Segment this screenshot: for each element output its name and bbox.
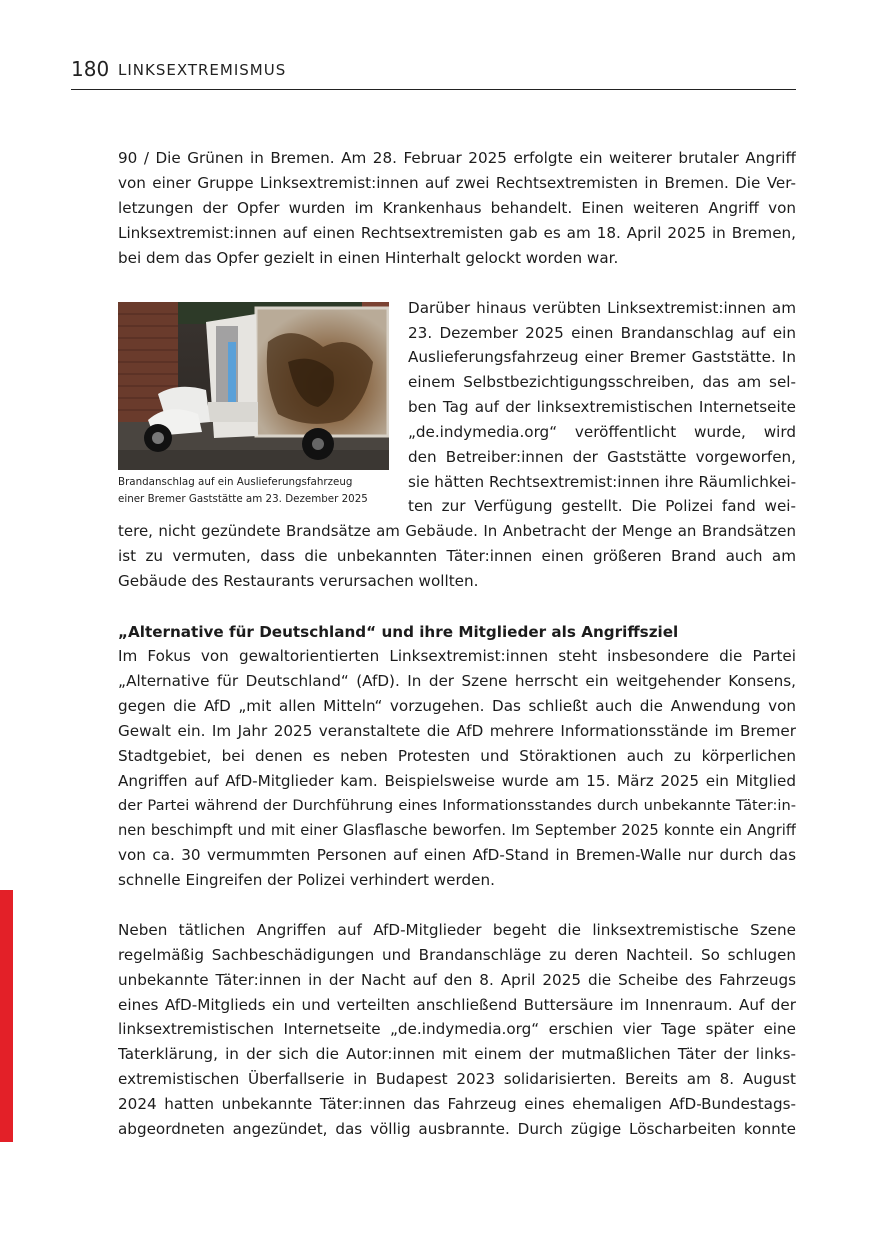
image-caption-line: Brandanschlag auf ein Auslieferungsfahrzeug	[118, 476, 353, 488]
paragraph-3-line: Im Fokus von gewaltorientierten Linksextremist:innen steht insbesondere die Partei	[118, 647, 796, 665]
paragraph-4-line: linksextremistischen Internetseite „de.indymedia.org“ erschien vier Tage später eine	[118, 1020, 796, 1038]
chapter-margin-marker	[0, 890, 13, 1142]
paragraph-2-line: 23. Dezember 2025 einen Brandanschlag auf ein	[408, 324, 796, 342]
running-header	[71, 56, 796, 90]
paragraph-3-line: nen beschimpft und mit einer Glasflasche beworfen. Im September 2025 konnte ein Angriff	[118, 822, 796, 839]
page-number: 180	[71, 57, 110, 81]
paragraph-3-line: schnelle Eingreifen der Polizei verhindert werden.	[118, 871, 495, 889]
paragraph-3-line: der Partei während der Durchführung eines Informationsstandes durch unbekannte Täter:in-	[118, 797, 796, 814]
paragraph-2-line: ben Tag auf der linksextremistischen Internetseite	[408, 398, 796, 416]
paragraph-2-line: Darüber hinaus verübten Linksextremist:innen am	[408, 299, 796, 317]
paragraph-4-line: abgeordneten angezündet, das völlig ausbrannte. Durch zügige Löscharbeiten konnte	[118, 1120, 796, 1138]
paragraph-4-line: extremistischen Überfallserie in Budapest 2023 solidarisierten. Bereits am 8. August	[118, 1070, 796, 1088]
section-heading: „Alternative für Deutschland“ und ihre Mitglieder als Angriffsziel	[118, 623, 679, 641]
paragraph-4-line: Neben tätlichen Angriffen auf AfD-Mitglieder begeht die linksextremistische Szene	[118, 921, 796, 939]
paragraph-1-line: 90 / Die Grünen in Bremen. Am 28. Februar 2025 erfolgte ein weiterer brutaler Angriff	[118, 149, 796, 167]
paragraph-1-line: bei dem das Opfer gezielt in einen Hinterhalt gelockt worden war.	[118, 249, 619, 267]
paragraph-3-line: Gewalt ein. Im Jahr 2025 veranstaltete die AfD mehrere Informationsstände im Bremer	[118, 722, 796, 740]
paragraph-1-line: Linksextremist:innen auf einen Rechtsextremisten gab es am 18. April 2025 in Bremen,	[118, 224, 796, 242]
paragraph-4-line: unbekannte Täter:innen in der Nacht auf den 8. April 2025 die Scheibe des Fahrzeugs	[118, 971, 796, 989]
paragraph-2-line: ist zu vermuten, dass die unbekannten Täter:innen einen größeren Brand auch am	[118, 547, 796, 565]
paragraph-1-line: von einer Gruppe Linksextremist:innen auf zwei Rechtsextremisten in Bremen. Die Ver-	[118, 174, 796, 192]
paragraph-2-line: sie hätten Rechtsextremist:innen ihre Räumlichkei-	[408, 473, 796, 491]
paragraph-4-line: eines AfD-Mitglieds ein und verteilten anschließend Buttersäure im Innenraum. Auf der	[118, 996, 796, 1014]
paragraph-2-line: Gebäude des Restaurants verursachen wollten.	[118, 572, 479, 590]
paragraph-2-line: den Betreiber:innen der Gaststätte vorgeworfen,	[408, 448, 796, 466]
paragraph-3-line: gegen die AfD „mit allen Mitteln“ vorzugehen. Das schließt auch die Anwendung von	[118, 697, 796, 715]
paragraph-2-line: Auslieferungsfahrzeug einer Bremer Gaststätte. In	[408, 348, 796, 366]
paragraph-2-line: „de.indymedia.org“ veröffentlicht wurde, wird	[408, 423, 796, 441]
paragraph-2-line: tere, nicht gezündete Brandsätze am Gebäude. In Anbetracht der Menge an Brandsätzen	[118, 522, 796, 540]
paragraph-3-line: Angriffen auf AfD-Mitglieder kam. Beispielsweise wurde am 15. März 2025 ein Mitglied	[118, 772, 796, 790]
paragraph-3-line: „Alternative für Deutschland“ (AfD). In der Szene herrscht ein weitgehender Konsens,	[118, 672, 796, 690]
paragraph-3-line: Stadtgebiet, bei denen es neben Protesten und Störaktionen auch zu körperlichen	[118, 747, 796, 765]
running-title: LINKSEXTREMISMUS	[118, 61, 287, 79]
paragraph-2-line: einem Selbstbezichtigungsschreiben, das am sel-	[408, 373, 796, 391]
image-caption-line: einer Bremer Gaststätte am 23. Dezember 2025	[118, 493, 368, 505]
paragraph-4-line: regelmäßig Sachbeschädigungen und Brandanschläge zu deren Nachteil. So schlugen	[118, 946, 796, 964]
burnt-delivery-vehicle-photo	[118, 302, 389, 470]
paragraph-2-line: ten zur Verfügung gestellt. Die Polizei fand wei-	[408, 497, 796, 515]
paragraph-4-line: Taterklärung, in der sich die Autor:innen mit einem der mutmaßlichen Täter der links-	[118, 1045, 796, 1063]
paragraph-1-line: letzungen der Opfer wurden im Krankenhaus behandelt. Einen weiteren Angriff von	[118, 199, 796, 217]
paragraph-3-line: von ca. 30 vermummten Personen auf einen AfD-Stand in Bremen-Walle nur durch das	[118, 846, 796, 864]
paragraph-4-line: 2024 hatten unbekannte Täter:innen das Fahrzeug eines ehemaligen AfD-Bundestags-	[118, 1095, 796, 1113]
